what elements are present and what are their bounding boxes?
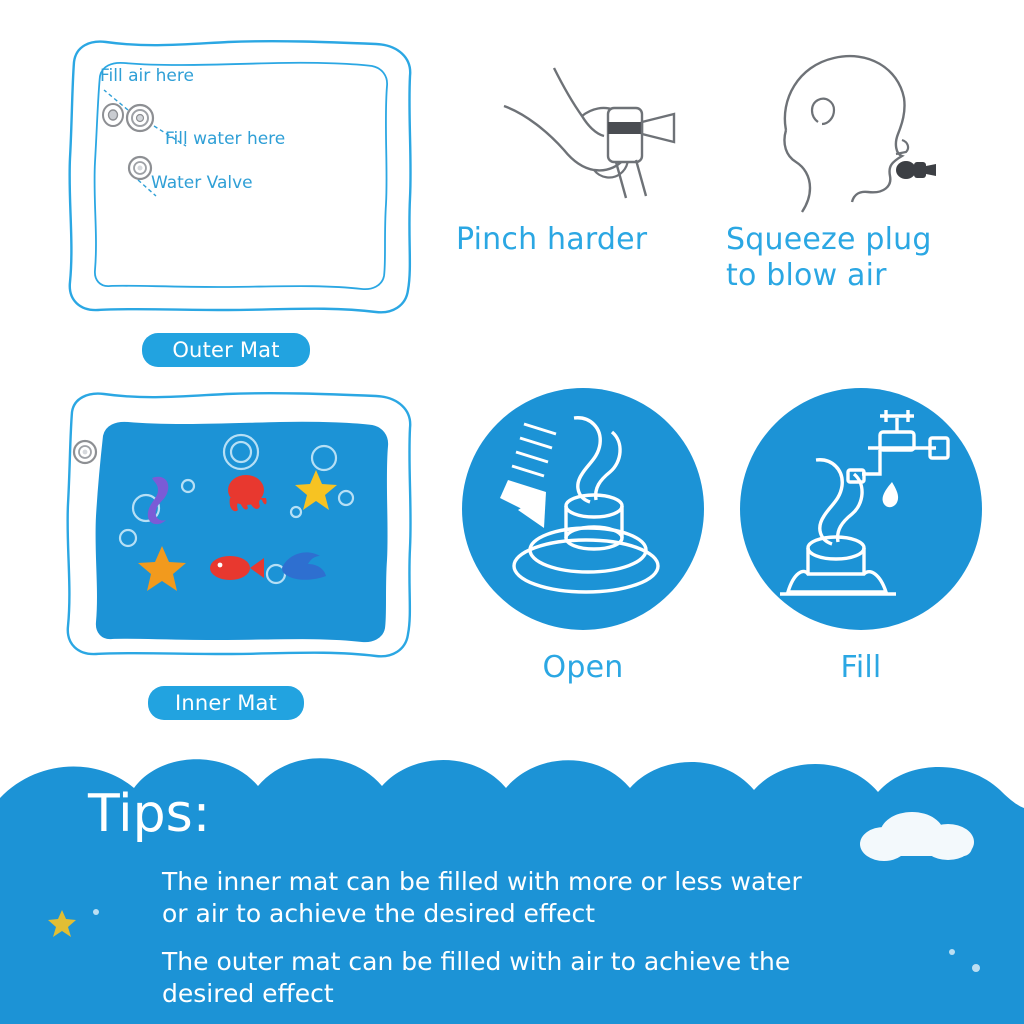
head-blowing-icon: [756, 44, 956, 214]
faucet-fill-icon: [740, 388, 982, 630]
inner-mat-valve-icon: [74, 441, 96, 463]
step-squeeze-plug-label-line1: Squeeze plug: [726, 222, 932, 257]
step-open-label: Open: [542, 650, 624, 685]
valve-open-arrow-icon: [462, 388, 704, 630]
outer-mat-pill-label: Outer Mat: [142, 333, 310, 367]
air-valve-icon: [103, 104, 153, 131]
water-valve-icon: [129, 157, 151, 179]
callout-water-valve: Water Valve: [151, 173, 253, 193]
step-fill-label: Fill: [840, 650, 882, 685]
tips-line-4: desired effect: [162, 979, 334, 1008]
tips-title: Tips:: [88, 784, 211, 844]
step-open-circle: [462, 388, 704, 630]
step-squeeze-plug-icon: [756, 44, 956, 214]
inner-mat-illustration: [28, 378, 438, 668]
tips-line-1: The inner mat can be filled with more or less water: [162, 867, 802, 896]
tips-line-2: or air to achieve the desired effect: [162, 899, 596, 928]
inner-mat-diagram: [28, 378, 438, 668]
inner-mat-pill-label: Inner Mat: [148, 686, 304, 720]
callout-fill-water-here: Fill water here: [165, 129, 286, 149]
callout-fill-air-here: Fill air here: [100, 66, 194, 86]
step-pinch-harder-icon: [496, 50, 696, 210]
step-squeeze-plug-label-line2: to blow air: [726, 258, 887, 293]
step-pinch-harder-label: Pinch harder: [456, 222, 648, 257]
tips-line-3: The outer mat can be filled with air to achieve the: [162, 947, 791, 976]
hand-pinch-valve-icon: [496, 50, 696, 210]
step-fill-circle: [740, 388, 982, 630]
